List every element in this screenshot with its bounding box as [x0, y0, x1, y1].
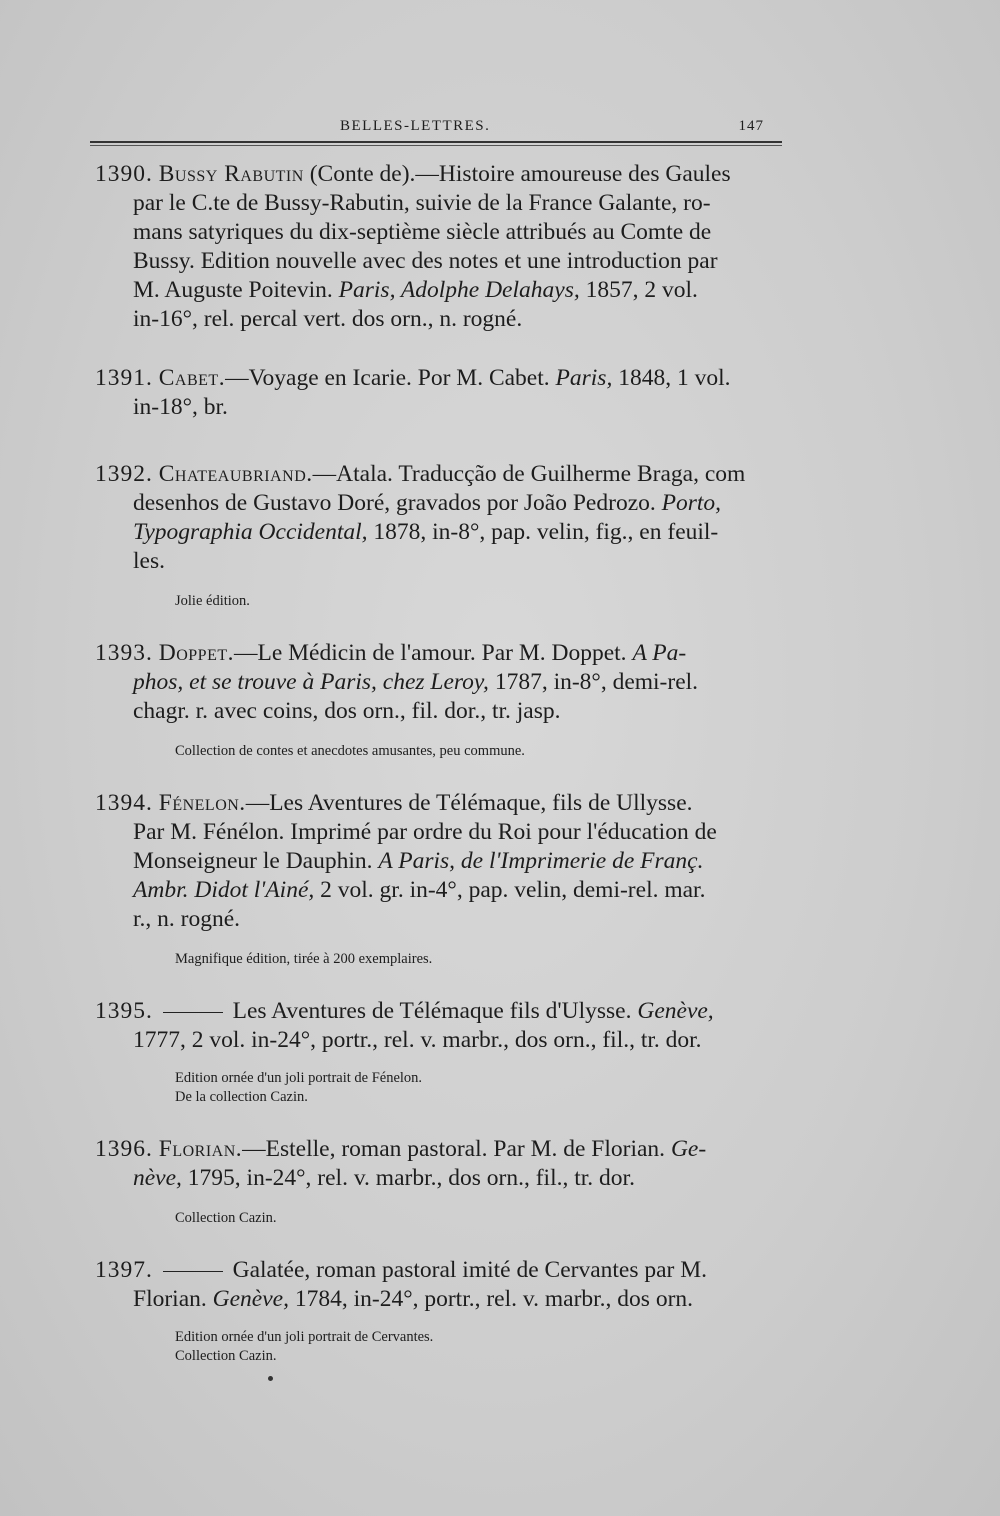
entry-text: (Conte de).—Histoire amoureuse des Gaules: [303, 161, 731, 187]
entry-text: Les Aventures de Télémaque fils d'Ulysse.: [226, 998, 638, 1024]
entry-text: in-16°, rel. percal vert. dos orn., n. rogné.: [133, 306, 523, 332]
entry-text: in-18°, br.: [133, 394, 228, 420]
entry-author: Fénelon.: [158, 790, 246, 816]
entry-note: Collection Cazin.: [175, 1210, 277, 1226]
entry-text: 1848, 1 vol.: [612, 365, 731, 391]
entry-note: Edition ornée d'un joli portrait de Fénelon.: [175, 1070, 423, 1086]
entry-number: 1395.: [95, 998, 153, 1024]
entry-text: —Atala. Traducção de Guilherme Braga, com: [312, 461, 746, 487]
entry-imprint: Typographia Occidental,: [133, 519, 368, 545]
entry-text: desenhos de Gustavo Doré, gravados por João Pedrozo.: [133, 490, 662, 516]
entry-text: Florian.: [133, 1286, 213, 1312]
catalogue-entry-1395: [95, 997, 795, 1107]
entry-text: 1795, in-24°, rel. v. marbr., dos orn., fil., tr. dor.: [181, 1165, 635, 1191]
entry-text: 1787, in-8°, demi-rel.: [488, 669, 699, 695]
catalogue-entry-1391: [95, 364, 795, 422]
entry-author: Bussy Rabutin: [158, 161, 304, 187]
entry-text: 1784, in-24°, portr., rel. v. marbr., dos orn.: [288, 1286, 694, 1312]
entry-number: 1393.: [95, 640, 153, 666]
entry-text: Monseigneur le Dauphin.: [133, 848, 379, 874]
entry-note: Collection Cazin.: [175, 1348, 277, 1364]
entry-number: 1392.: [95, 461, 153, 487]
entry-imprint: Porto,: [661, 490, 722, 516]
entry-author: Doppet.: [158, 640, 234, 666]
entry-text: —Le Médicin de l'amour. Par M. Doppet.: [234, 640, 633, 666]
entry-text: Par M. Fénélon. Imprimé par ordre du Roi pour l'éducation de: [133, 819, 717, 845]
entry-text: 1857, 2 vol.: [579, 277, 698, 303]
entry-number: 1396.: [95, 1136, 153, 1162]
entry-note: Magnifique édition, tirée à 200 exemplaires.: [175, 951, 433, 967]
entry-imprint: Paris, Adolphe Delahays,: [338, 277, 580, 303]
ditto-dash: [163, 1012, 223, 1013]
entry-note: Edition ornée d'un joli portrait de Cervantes.: [175, 1329, 434, 1345]
catalogue-entry-1390: [95, 160, 795, 334]
entry-imprint: phos, et se trouve à Paris, chez Leroy,: [133, 669, 489, 695]
catalogue-entry-1392: [95, 460, 795, 611]
entry-number: 1391.: [95, 365, 153, 391]
entry-number: 1394.: [95, 790, 153, 816]
entry-text: mans satyriques du dix-septième siècle attribués au Comte de: [133, 219, 712, 245]
entry-text: chagr. r. avec coins, dos orn., fil. dor., tr. jasp.: [133, 698, 561, 724]
page-number: 147: [738, 118, 764, 134]
entry-text: Bussy. Edition nouvelle avec des notes et une introduction par: [133, 248, 718, 274]
header-rule: [90, 141, 782, 143]
entry-number: 1397.: [95, 1257, 153, 1283]
entry-author: Cabet.: [158, 365, 226, 391]
entry-imprint: Ge-: [670, 1136, 707, 1162]
section-title: BELLES-LETTRES.: [340, 118, 491, 134]
entry-imprint: Paris,: [555, 365, 613, 391]
entry-text: 2 vol. gr. in-4°, pap. velin, demi-rel. mar.: [314, 877, 706, 903]
entry-author: Chateaubriand.: [158, 461, 313, 487]
entry-text: —Estelle, roman pastoral. Par M. de Florian.: [242, 1136, 671, 1162]
catalogue-entry-1393: [95, 639, 795, 761]
entry-imprint: nève,: [133, 1165, 182, 1191]
entry-text: 1777, 2 vol. in-24°, portr., rel. v. marbr., dos orn., fil., tr. dor.: [133, 1027, 702, 1053]
entry-text: par le C.te de Bussy-Rabutin, suivie de la France Galante, ro-: [133, 190, 711, 216]
entry-text: les.: [133, 548, 165, 574]
entry-text: Galatée, roman pastoral imité de Cervantes par M.: [226, 1257, 708, 1283]
entry-imprint: Ambr. Didot l'Ainé,: [133, 877, 315, 903]
entry-text: —Les Aventures de Télémaque, fils de Ullysse.: [245, 790, 693, 816]
entry-text: 1878, in-8°, pap. velin, fig., en feuil-: [367, 519, 719, 545]
entry-imprint: Genève,: [212, 1286, 289, 1312]
entry-author: Florian.: [158, 1136, 243, 1162]
entry-note: De la collection Cazin.: [175, 1089, 308, 1105]
catalogue-entry-1397: [95, 1256, 795, 1366]
ditto-dash: [163, 1271, 223, 1272]
catalogue-entry-1394: [95, 789, 795, 969]
entry-number: 1390.: [95, 161, 153, 187]
entry-text: r., n. rogné.: [133, 906, 241, 932]
catalogue-entries: [95, 160, 795, 1394]
ink-speck: [268, 1376, 273, 1381]
entry-imprint: A Pa-: [632, 640, 687, 666]
entry-text: M. Auguste Poitevin.: [133, 277, 339, 303]
catalogue-entry-1396: [95, 1135, 795, 1228]
entry-imprint: A Paris, de l'Imprimerie de Franç.: [378, 848, 704, 874]
entry-text: —Voyage en Icarie. Por M. Cabet.: [225, 365, 556, 391]
entry-note: Collection de contes et anecdotes amusantes, peu commune.: [175, 743, 525, 759]
entry-note: Jolie édition.: [175, 593, 250, 609]
header-rule-thin: [90, 145, 782, 146]
entry-imprint: Genève,: [637, 998, 714, 1024]
